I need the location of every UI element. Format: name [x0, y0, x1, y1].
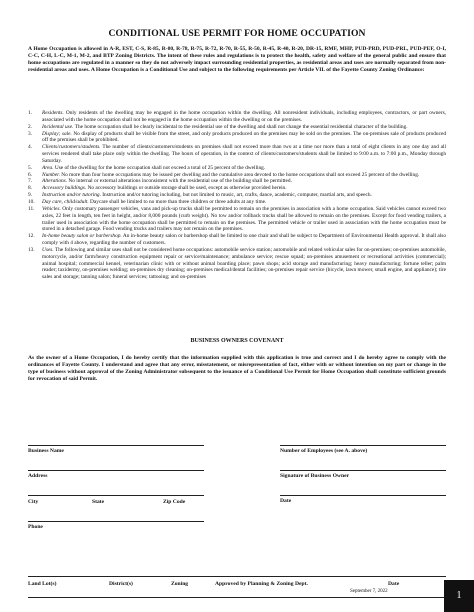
requirements-list	[28, 110, 446, 281]
business-name-field[interactable]	[28, 445, 204, 454]
requirement-item	[28, 192, 446, 199]
requirement-number: 13.	[28, 246, 35, 253]
requirement-item	[28, 144, 446, 165]
covenant-heading: BUSINESS OWNERS COVENANT	[190, 338, 284, 344]
business-name-line	[28, 445, 204, 446]
state-label: State	[92, 498, 105, 505]
requirement-number: 12.	[28, 233, 35, 240]
signature-line	[280, 470, 446, 471]
employees-label: Number of Employees (see A. above)	[280, 447, 368, 454]
requirement-term: Vehicles.	[42, 205, 61, 212]
requirement-text: No internal or external alterations inconsistent with the residential use of the building shall be permitted.	[67, 178, 292, 185]
phone-field[interactable]	[28, 521, 204, 530]
date-field-1[interactable]	[280, 495, 446, 504]
approved-field[interactable]	[215, 579, 308, 587]
footer-rule	[28, 597, 446, 598]
requirement-term: Area.	[42, 164, 54, 171]
zoning-field[interactable]	[171, 579, 188, 587]
land-lots-label: Land Lot(s)	[28, 580, 57, 587]
requirement-item	[28, 178, 446, 185]
date-label-1: Date	[280, 497, 292, 504]
requirement-text: Daycare shall be limited to no more than three children or three adults at any time.	[88, 198, 267, 205]
requirement-number: 4.	[28, 144, 33, 151]
requirement-item	[28, 110, 446, 124]
requirement-text: Only residents of the dwelling may be engaged in the home occupation within the dwelling. All nonresident individuals, including employees, contractors, or part owners, associated with the home occupation shall not be engaged in the home occupation within the dwelling or on the premises.	[42, 110, 446, 123]
requirement-number: 3.	[28, 130, 33, 137]
requirement-term: Number.	[42, 171, 60, 178]
city-field[interactable]	[28, 497, 38, 505]
requirement-text: Use of the dwelling for the home occupation shall not exceed a total of 25 percent of the dwelling.	[53, 164, 266, 171]
requirement-number: 7.	[28, 178, 33, 185]
requirement-item	[28, 199, 446, 206]
requirement-text: No accessory buildings or outside storage shall be used, except as otherwise provided herein.	[86, 185, 287, 192]
approved-label: Approved by Planning & Zoning Dept.	[215, 580, 308, 587]
address-label: Address	[28, 472, 48, 479]
covenant-paragraph: As the owner of a Home Occupation, I do hereby certify that the information supplied with this application is true and correct and I do hereby agree to comply with the ordinances of Fayette County. I understand and agree that any error, misstatement, or misrepresentation of fact, either with or without intention on my part or change in the type of business without approval of the Zoning Administrator subsequent to the issuance of a Conditional Use Permit for Home Occupation shall constitute sufficient grounds for revocation of said Permit.	[28, 355, 446, 382]
date-line-1	[280, 495, 446, 496]
requirement-text: An in-home beauty salon or barbershop shall be limited to one chair and shall be subject to Department of Environmental Health approval. It shall also comply with 4 above, regarding the number of customers.	[42, 233, 447, 247]
requirement-number: 8.	[28, 185, 33, 192]
districts-field[interactable]	[109, 579, 133, 587]
state-field[interactable]	[92, 497, 104, 505]
requirement-term: Clients/customers/students.	[42, 144, 101, 151]
requirement-number: 5.	[28, 164, 33, 171]
requirement-text: The number of clients/customers/students on premises shall not exceed more than two at a time nor more than a total of eight clients in any one day and all services rendered shall take place only within the dwelling. The hours of operation, in the context of clients/customers/students shall be limited to 9:00 a.m. to 7:00 p.m., Monday through Saturday.	[42, 144, 446, 164]
address-field[interactable]	[28, 470, 204, 479]
phone-line	[28, 521, 204, 522]
approval-line	[28, 576, 446, 577]
date-label-2: Date	[388, 580, 400, 587]
requirement-term: Incidental use.	[42, 123, 74, 130]
requirement-item	[28, 247, 446, 281]
requirement-term: Residents.	[42, 110, 64, 116]
requirement-item	[28, 131, 446, 145]
requirement-item	[28, 124, 446, 131]
districts-label: District(s)	[109, 580, 133, 587]
employees-line	[280, 445, 446, 446]
requirement-term: In-home beauty salon or barbershop.	[42, 233, 122, 240]
date-field-2[interactable]	[388, 579, 399, 587]
requirement-number: 6.	[28, 171, 33, 178]
requirement-number: 9.	[28, 192, 33, 199]
requirement-term: Display; sale.	[42, 130, 72, 137]
requirement-text: Only customary passenger vehicles, vans and pick-up trucks shall be permitted to remain on the premises in association with a home occupation. Said vehicles cannot exceed two axles, 22 feet in length, ten feet in height, and/or 8,000 pounds (curb weight). No tow and/or rollback trucks shall be allowed to remain on the premises. Except for food vending trailers, a trailer used in association with the home occupation shall be permitted to remain on the premises. The permitted vehicle or trailer used in association with the home occupation must be stored in a detached garage. Food vending trucks and trailers may not remain on the premises.	[42, 205, 446, 233]
intro-paragraph: A Home Occupation is allowed in A-R, EST, C-S, R-85, R-80, R-78, R-75, R-72, R-70, R-55, R-50, R-45, R-40, R-20, DR-15, RMF, MHP, PUD-PRD, PUD-PRL, PUD-PEF, O-I, C-C, C-H, L-C, M-1, M-2, and BTP Zoning Districts. The intent of these rules and regulations is to protect the health, safety and welfare of the general public and ensure that home occupations are regulated in a manner so they do not adversely impact surrounding residential properties, as residential areas and uses are normally separated from non-residential areas and uses. A Home Occupation is a Conditional Use and subject to the following requirements per Article VII. of the Fayette County Zoning Ordinance:	[28, 46, 446, 73]
requirement-term: Day care, child/adult.	[42, 198, 89, 205]
requirement-term: Uses.	[42, 246, 54, 253]
city-state-zip-line	[28, 495, 204, 496]
city-label: City	[28, 498, 39, 505]
requirement-term: Instruction and/or tutoring.	[42, 192, 101, 199]
requirement-item	[28, 206, 446, 233]
zip-label: Zip Code	[163, 498, 186, 505]
zip-field[interactable]	[163, 497, 185, 505]
requirement-term: Accessory buildings.	[42, 185, 87, 192]
requirement-text: Instruction and/or tutoring including, but not limited to music, art, crafts, dance, academic, computer, martial arts, and speech.	[100, 192, 372, 199]
requirement-item	[28, 165, 446, 172]
requirement-text: The following and similar uses shall not be considered home occupations: automobile service station; automobile and related vehicular sales for on-premises; on-premises automobile, motorcycle, and/or farm/heavy construction equipment repair or service/maintenance; ambulance service; rescue squad; on-premises amusement or recreational activities (commercial); animal hospital; commercial kennel, veterinarian clinic with or without animal boarding place; pawn shops; acid storage and manufacturing; heavy manufacturing; fortune teller; palm reader; taxidermy, on-premises welding; on-premises dry cleaning; on-premises medical/dental facilities; on-premises repair service (bicycle, lawn mower, small engine, and appliance); tire sales and storage; tanning salon; funeral services; tattooing; and on-premises	[42, 246, 447, 281]
requirement-number: 11.	[28, 205, 35, 212]
requirement-item	[28, 233, 446, 247]
address-line	[28, 470, 204, 471]
phone-label: Phone	[28, 523, 43, 530]
zoning-label: Zoning	[171, 580, 189, 587]
page-title: CONDITIONAL USE PERMIT FOR HOME OCCUPATION	[108, 28, 366, 39]
requirement-number: 10.	[28, 198, 35, 205]
signature-field[interactable]	[280, 470, 446, 479]
land-lots-field[interactable]	[28, 579, 56, 587]
requirement-text: No more than four home occupations may be issued per dwelling and the cumulative area devoted to the home occupations shall not exceed 25 percent of the dwelling.	[59, 171, 420, 178]
employees-field[interactable]	[280, 445, 446, 454]
signature-label: Signature of Business Owner	[280, 472, 350, 479]
requirement-number: 1.	[28, 110, 33, 116]
requirement-text: No display of products shall be visible from the street, and only products produced on the premises may be sold on the premises. The on-premises sale of products produced off the premises shall be prohibited.	[42, 130, 447, 144]
requirement-number: 2.	[28, 123, 33, 130]
footer-date: September 7, 2022	[350, 589, 388, 594]
requirement-text: The home occupation shall be clearly incidental to the residential use of the dwelling and shall not change the essential residential character of the building.	[73, 123, 408, 130]
requirement-term: Alterations.	[42, 178, 68, 185]
page-number: 1	[444, 580, 474, 612]
business-name-label: Business Name	[28, 447, 64, 454]
